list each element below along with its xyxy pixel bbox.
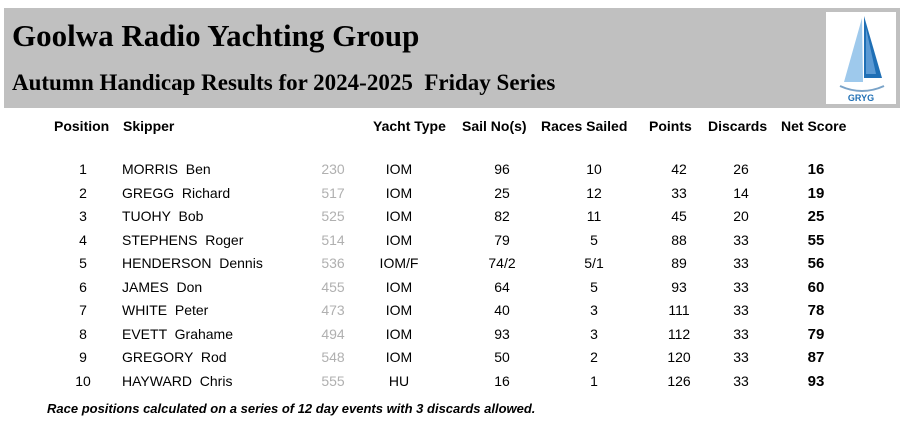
- races-sailed-cell: 10: [586, 161, 602, 177]
- sail-no-cell: 16: [494, 372, 510, 389]
- page-title: Goolwa Radio Yachting Group: [12, 18, 420, 53]
- net-score-cell: 25: [807, 208, 825, 225]
- col-skipper: Skipper: [123, 118, 175, 134]
- points-cell: 33: [671, 184, 687, 201]
- col-position: Position: [54, 118, 110, 134]
- yacht-type-cell: HU: [388, 372, 410, 389]
- discards-cell: 33: [733, 372, 749, 389]
- yacht-type-cell: IOM: [385, 325, 413, 342]
- points-cell: 88: [671, 231, 687, 248]
- sail-no-cell: 25: [494, 184, 510, 201]
- net-score-cell: 60: [807, 278, 825, 296]
- id-cell: 230: [321, 161, 345, 177]
- discards-cell: 20: [733, 208, 749, 224]
- sail-no-cell: 79: [494, 231, 510, 248]
- position-cell: 3: [79, 208, 87, 224]
- races-sailed-cell: 1: [590, 372, 598, 389]
- yacht-type-cell: IOM/F: [379, 255, 419, 271]
- races-sailed-cell: 11: [586, 208, 602, 224]
- position-cell: 2: [79, 184, 87, 201]
- yacht-type-cell: IOM: [385, 208, 413, 224]
- discards-cell: 33: [733, 231, 749, 248]
- net-score-cell: 16: [807, 161, 825, 178]
- yacht-type-cell: IOM: [385, 161, 413, 177]
- logo-text: GRYG: [847, 93, 875, 103]
- points-cell: 42: [671, 161, 687, 177]
- points-cell: 45: [671, 208, 687, 224]
- skipper-cell: GREGORY Rod: [122, 349, 227, 365]
- yacht-type-cell: IOM: [385, 278, 413, 295]
- sail-no-cell: 40: [494, 302, 510, 318]
- skipper-cell: WHITE Peter: [122, 302, 209, 318]
- position-cell: 10: [75, 372, 91, 389]
- net-score-cell: 93: [807, 372, 825, 390]
- points-cell: 112: [667, 325, 691, 342]
- points-cell: 126: [667, 372, 691, 389]
- id-cell: 473: [321, 302, 345, 318]
- races-sailed-cell: 3: [590, 325, 598, 342]
- discards-cell: 14: [733, 184, 749, 201]
- discards-cell: 26: [733, 161, 749, 177]
- position-cell: 7: [79, 302, 87, 318]
- sail-no-cell: 64: [494, 278, 510, 295]
- points-cell: 89: [671, 255, 687, 271]
- yacht-type-cell: IOM: [385, 302, 413, 318]
- header-banner: [4, 8, 900, 108]
- id-cell: 517: [321, 184, 345, 201]
- id-cell: 555: [321, 372, 345, 389]
- skipper-cell: HAYWARD Chris: [122, 372, 233, 389]
- col-sail-no: Sail No(s): [462, 118, 527, 134]
- yacht-type-cell: IOM: [385, 184, 413, 201]
- points-cell: 111: [668, 302, 690, 318]
- discards-cell: 33: [733, 325, 749, 342]
- position-cell: 5: [79, 255, 87, 271]
- footnote: Race positions calculated on a series of 12 day events with 3 discards allowed.: [47, 401, 536, 416]
- col-points: Points: [649, 118, 692, 134]
- sail-no-cell: 82: [494, 208, 510, 224]
- position-cell: 1: [79, 161, 87, 177]
- discards-cell: 33: [733, 255, 749, 271]
- position-cell: 6: [79, 278, 87, 295]
- races-sailed-cell: 3: [590, 302, 598, 318]
- id-cell: 494: [321, 325, 345, 342]
- id-cell: 514: [321, 231, 345, 248]
- skipper-cell: EVETT Grahame: [122, 325, 234, 342]
- position-cell: 4: [79, 231, 87, 248]
- races-sailed-cell: 5: [590, 231, 598, 248]
- col-discards: Discards: [708, 118, 768, 134]
- skipper-cell: TUOHY Bob: [122, 208, 204, 224]
- sailboat-logo-icon: [826, 12, 896, 104]
- net-score-cell: 78: [807, 302, 825, 319]
- gryg-logo: [826, 12, 896, 104]
- skipper-cell: MORRIS Ben: [122, 161, 211, 177]
- id-cell: 525: [321, 208, 345, 224]
- net-score-cell: 55: [807, 231, 825, 249]
- points-cell: 120: [667, 349, 691, 365]
- col-net-score: Net Score: [781, 118, 847, 134]
- page-subtitle: Autumn Handicap Results for 2024-2025 Friday Series: [12, 70, 556, 95]
- net-score-cell: 87: [807, 349, 825, 366]
- races-sailed-cell: 5: [590, 278, 598, 295]
- net-score-cell: 56: [807, 255, 825, 272]
- net-score-cell: 19: [807, 184, 825, 202]
- races-sailed-cell: 5/1: [584, 255, 604, 271]
- races-sailed-cell: 2: [590, 349, 598, 365]
- yacht-type-cell: IOM: [385, 231, 413, 248]
- skipper-cell: GREGG Richard: [122, 184, 231, 201]
- sail-no-cell: 93: [494, 325, 510, 342]
- col-races-sailed: Races Sailed: [541, 118, 628, 134]
- sail-no-cell: 96: [494, 161, 510, 177]
- yacht-type-cell: IOM: [385, 349, 413, 365]
- position-cell: 9: [79, 349, 87, 365]
- discards-cell: 33: [733, 278, 749, 295]
- sail-no-cell: 74/2: [488, 255, 516, 271]
- races-sailed-cell: 12: [586, 184, 602, 201]
- col-yacht-type: Yacht Type: [373, 118, 446, 134]
- discards-cell: 33: [733, 349, 749, 365]
- skipper-cell: JAMES Don: [122, 278, 203, 295]
- skipper-cell: STEPHENS Roger: [122, 231, 244, 248]
- points-cell: 93: [671, 278, 687, 295]
- net-score-cell: 79: [807, 325, 825, 343]
- position-cell: 8: [79, 325, 87, 342]
- skipper-cell: HENDERSON Dennis: [122, 255, 263, 271]
- sail-no-cell: 50: [494, 349, 510, 365]
- id-cell: 548: [321, 349, 345, 365]
- id-cell: 455: [321, 278, 345, 295]
- id-cell: 536: [321, 255, 345, 271]
- discards-cell: 33: [733, 302, 749, 318]
